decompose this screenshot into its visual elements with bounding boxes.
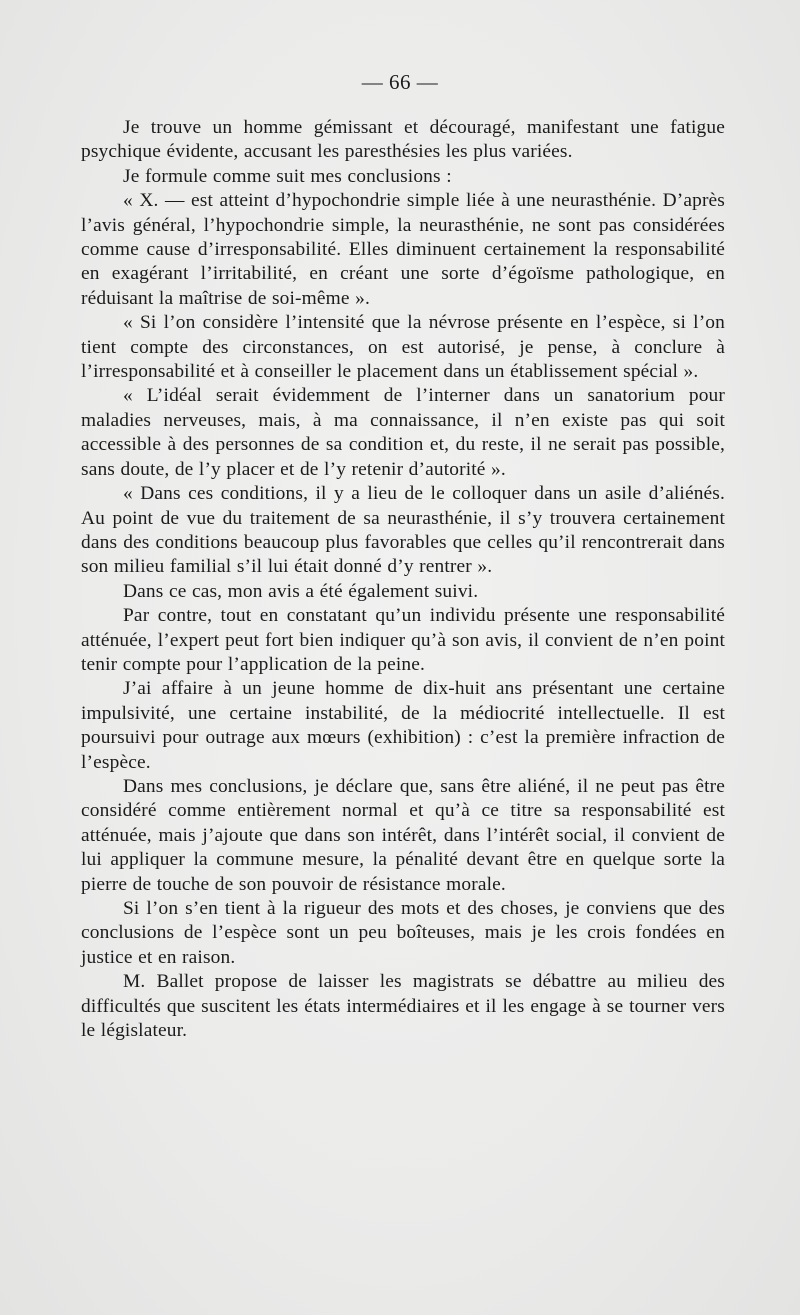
paragraph: Je formule comme suit mes conclusions : [123,165,452,187]
paragraph: M. Ballet propose de laisser les magistrats se débattre au milieu des difficultés que suscitent les états intermédiaires et il les engage à se tourner vers le législateur. [81,971,725,1042]
paragraph: « L’idéal serait évidemment de l’interner dans un sanatorium pour maladies nerveuses, mais, à ma connaissance, il n’en existe pas qui soit accessible à des personnes de sa condition et, du reste, il ne serait pas possible, sans doute, de l’y placer et de l’y retenir d’autorité ». [81,385,725,480]
paragraph: « X. — est atteint d’hypochondrie simple liée à une neurasthénie. D’après l’avis général, l’hypochondrie simple, la neurasthénie, ne sont pas considérées comme cause d’irresponsabilité. Elles diminuent certainement la responsabilité en exagérant l’irritabilité, en créant une sorte d’égoïsme pathologique, en réduisant la maîtrise de soi-même ». [81,190,725,309]
paragraph: « Si l’on considère l’intensité que la névrose présente en l’espèce, si l’on tient compte des circonstances, on est autorisé, je pense, à conclure à l’irresponsabilité et à conseiller le placement dans un établissement spécial ». [81,312,725,383]
paragraph: « Dans ces conditions, il y a lieu de le colloquer dans un asile d’aliénés. Au point de vue du traitement de sa neurasthénie, il s’y trouvera certainement dans des conditions beaucoup plus favorables que celles qu’il rencontrerait dans son milieu familial s’il lui était donné d’y rentrer ». [81,483,725,578]
paragraph: Par contre, tout en constatant qu’un individu présente une responsabilité atténuée, l’expert peut fort bien indiquer qu’à son avis, il convient de n’en point tenir compte pour l’application de la peine. [81,605,725,675]
paragraph: J’ai affaire à un jeune homme de dix-huit ans présentant une certaine impulsivité, une certaine instabilité, de la médiocrité intellectuelle. Il est poursuivi pour outrage aux mœurs (exhibition) : c’est la première infraction de l’espèce. [81,678,725,773]
paragraph: Je trouve un homme gémissant et découragé, manifestant une fatigue psychique évidente, accusant les paresthésies les plus variées. [81,117,725,163]
paragraph: Dans ce cas, mon avis a été également suivi. [123,580,479,602]
paragraph: Dans mes conclusions, je déclare que, sans être aliéné, il ne peut pas être considéré comme entièrement normal et qu’à ce titre sa responsabilité est atténuée, mais j’ajoute que dans son intérêt, dans l’intérêt social, il convient de lui appliquer la commune mesure, la pénalité devant être en quelque sorte la pierre de touche de son pouvoir de résistance morale. [81,775,725,895]
body-text [81,116,725,1043]
page-number: — 66 — [361,70,439,94]
paragraph: Si l’on s’en tient à la rigueur des mots et des choses, je conviens que des conclusions de l’espèce sont un peu boîteuses, mais je les crois fondées en justice et en raison. [81,898,725,968]
